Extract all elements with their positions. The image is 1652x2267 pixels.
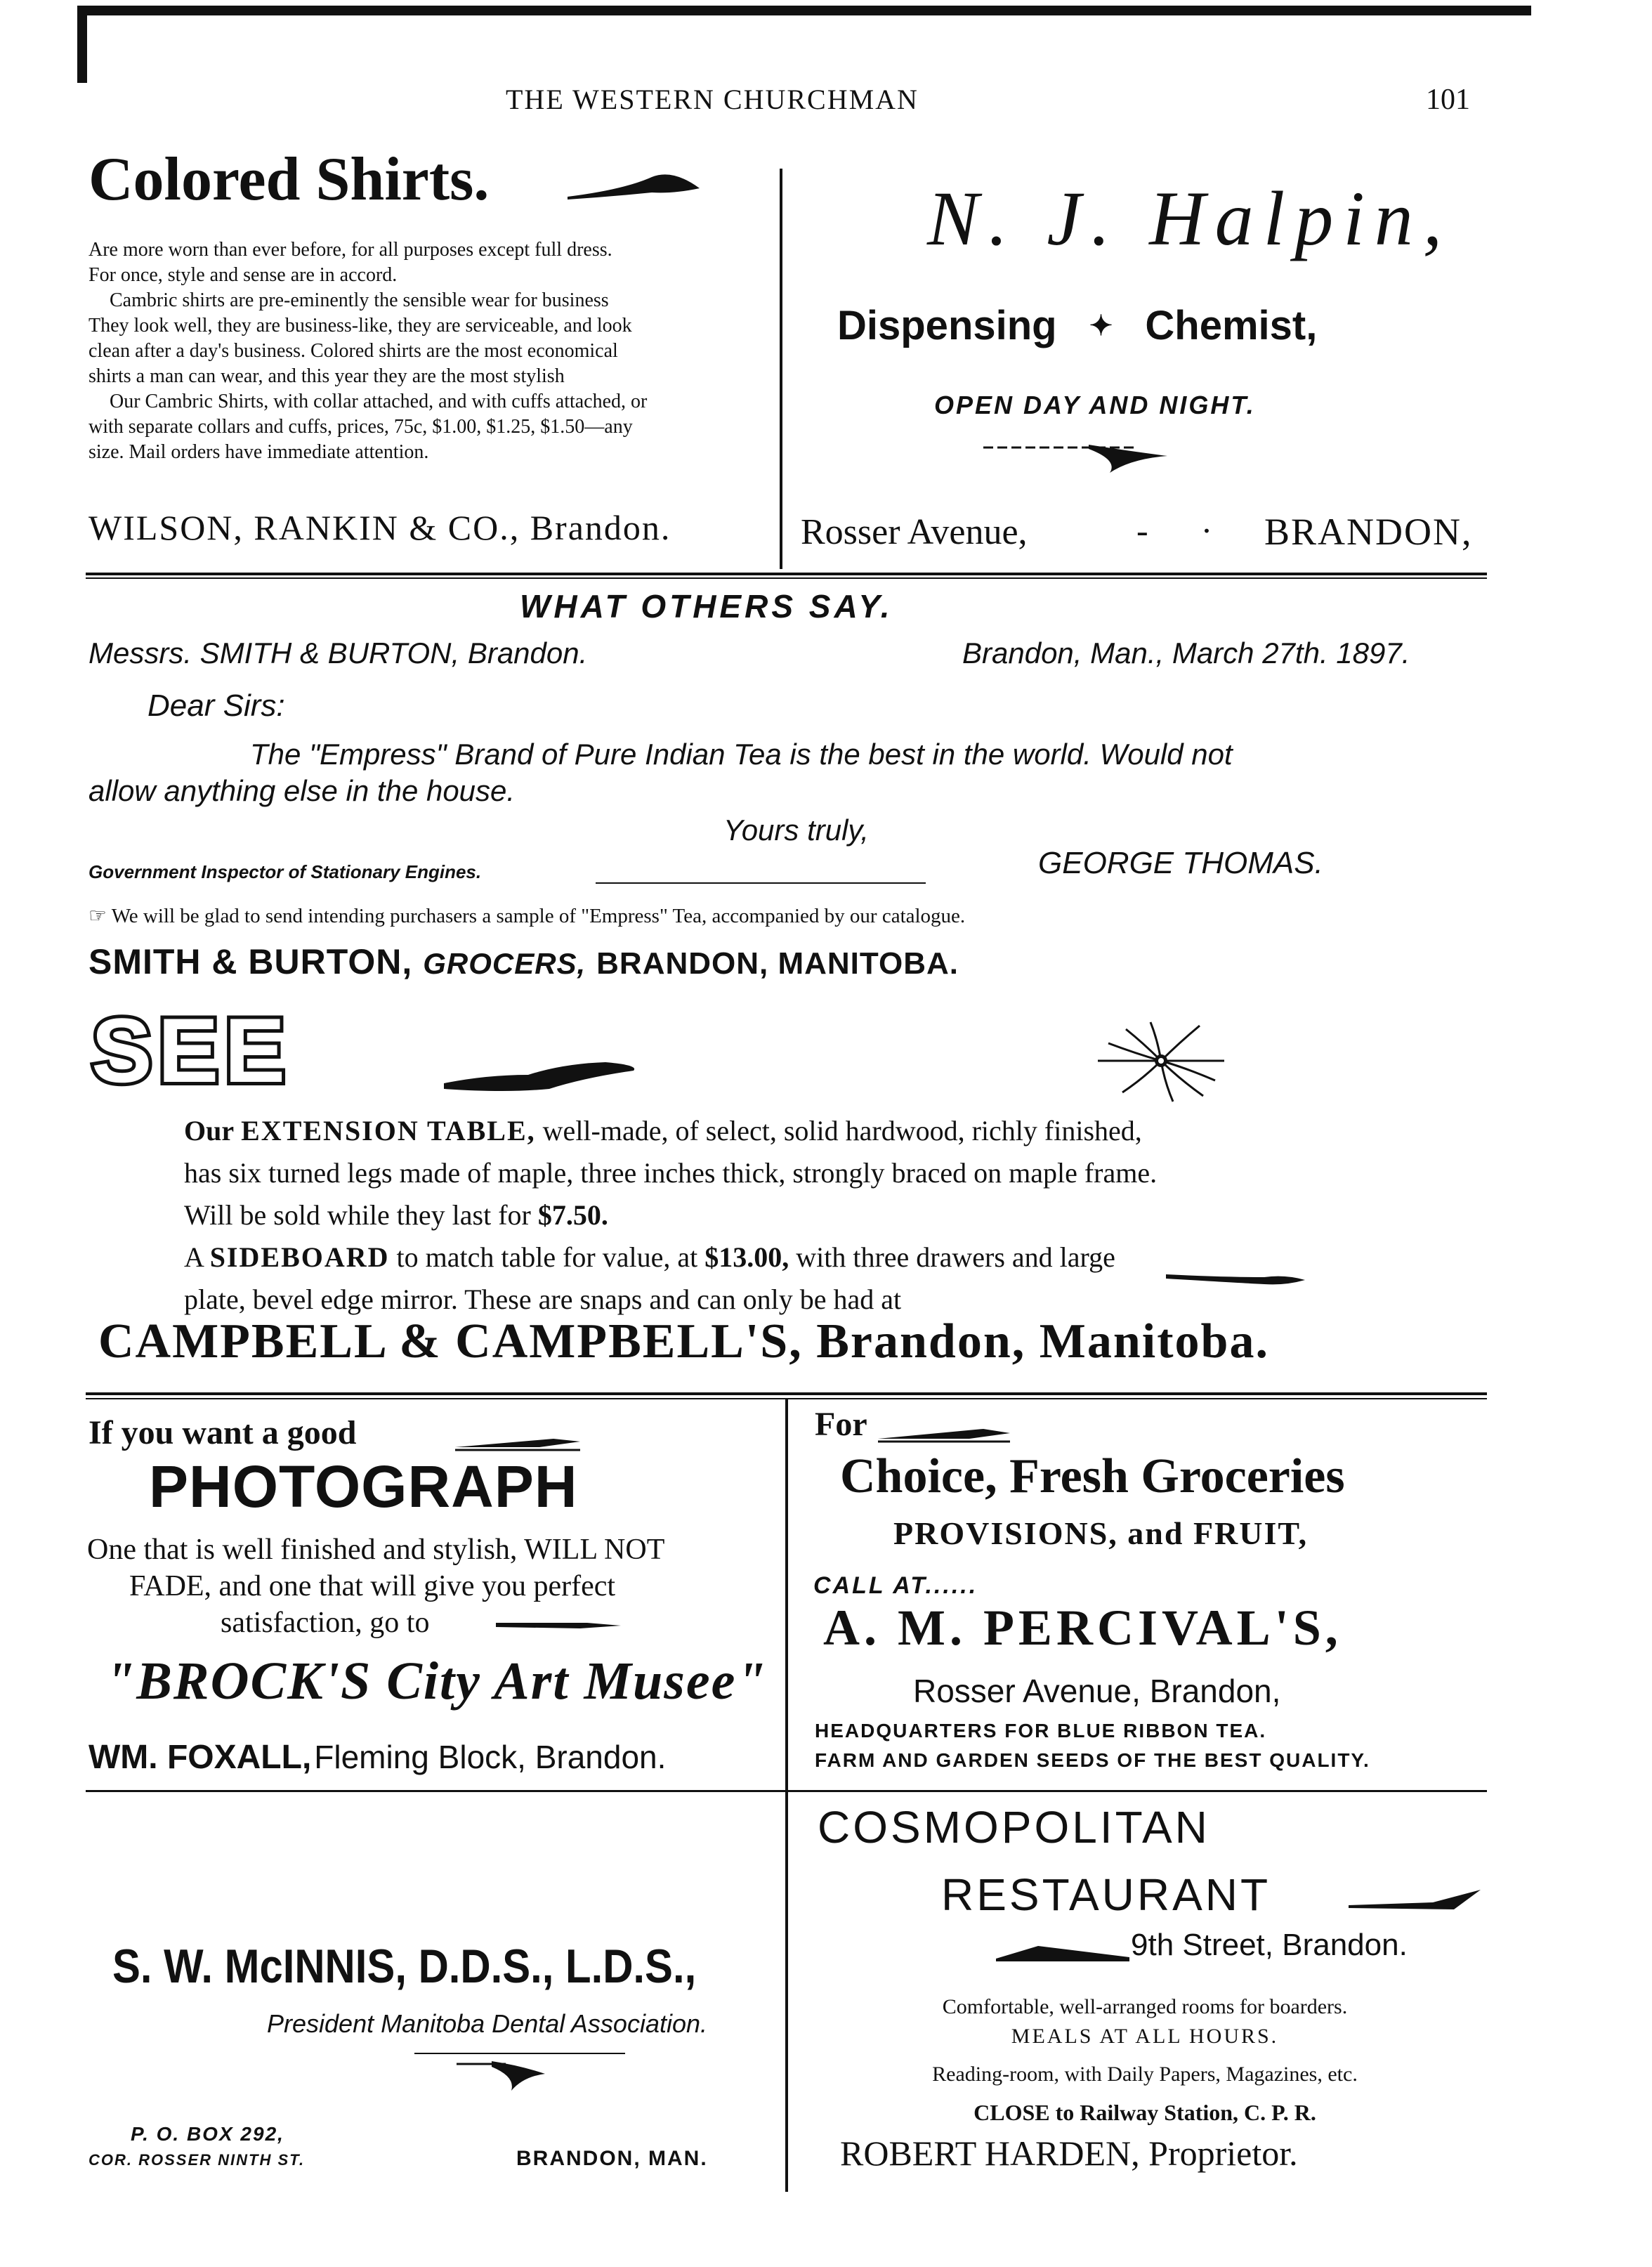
column-divider <box>780 169 782 569</box>
dentist-name: S. W. McINNIS, D.D.S., L.D.S., <box>112 1940 697 1993</box>
restaurant-details <box>794 1992 1496 2127</box>
column-divider <box>785 1398 788 2192</box>
arrow-flourish <box>457 2058 548 2093</box>
signatory-title: Government Inspector of Stationary Engines. <box>88 861 482 882</box>
store-address: Rosser Avenue, Brandon, <box>913 1673 1281 1709</box>
section-rule <box>86 573 1487 575</box>
ad-body <box>88 237 770 465</box>
address-street: Rosser Avenue, <box>801 512 1028 552</box>
body-line: Are more worn than ever before, for all purposes except full dress. <box>88 239 612 261</box>
address-city: BRANDON, <box>1264 511 1473 553</box>
ad-heading: Colored Shirts. <box>88 145 490 214</box>
city: BRANDON, MAN. <box>516 2147 708 2170</box>
street-corner: COR. ROSSER NINTH ST. <box>88 2151 306 2169</box>
ad-subheading: PROVISIONS, and FRUIT, <box>893 1515 1309 1551</box>
detail-line: MEALS AT ALL HOURS. <box>1011 2025 1279 2048</box>
detail-line: Reading-room, with Daily Papers, Magazines, etc. <box>932 2063 1358 2086</box>
salutation: Dear Sirs: <box>148 688 285 723</box>
ad-lead: If you want a good <box>88 1414 357 1451</box>
store-place: BRANDON, MANITOBA. <box>596 946 959 981</box>
signature-rule <box>596 882 926 884</box>
body-line: FADE, and one that will give you perfect <box>129 1570 616 1602</box>
title-left: Dispensing <box>837 303 1057 348</box>
top-border <box>77 6 1531 15</box>
body-line: They look well, they are business-like, they are serviceable, and look <box>88 315 632 337</box>
testimonial-heading: WHAT OTHERS SAY. <box>520 588 893 625</box>
signatory: GEORGE THOMAS. <box>1038 846 1323 880</box>
see-heading: SEE <box>91 999 291 1102</box>
restaurant-name-1: COSMOPOLITAN <box>818 1802 1210 1853</box>
call-at: CALL AT...... <box>813 1572 978 1599</box>
ad-body <box>87 1531 775 1641</box>
dash-separator: - · <box>1136 511 1213 550</box>
arrow-flourish <box>983 439 1173 474</box>
store-footer <box>88 941 959 982</box>
product-name: SIDEBOARD <box>209 1241 390 1273</box>
body-line: clean after a day's business. Colored shirts are the most economical <box>88 340 618 362</box>
sunburst-ornament-icon <box>1094 1019 1228 1103</box>
price: $7.50. <box>537 1199 608 1231</box>
ad-line: FARM AND GARDEN SEEDS OF THE BEST QUALITY. <box>815 1749 1370 1771</box>
body-line: satisfaction, go to <box>221 1607 430 1639</box>
catalogue-notice: ☞ We will be glad to send intending purchasers a sample of "Empress" Tea, accompanied by our catalogue. <box>88 905 966 927</box>
title-rule <box>414 2053 625 2054</box>
studio-name: "BROCK'S City Art Musee" <box>105 1652 768 1711</box>
owner-name: WM. FOXALL, <box>88 1739 312 1776</box>
left-border <box>77 6 87 83</box>
po-box: P. O. BOX 292, <box>131 2123 284 2145</box>
body-line: For once, style and sense are in accord. <box>88 264 398 286</box>
restaurant-street: 9th Street, Brandon. <box>1131 1928 1408 1962</box>
ad-title <box>837 302 1512 349</box>
pointing-flourish <box>878 1425 1011 1446</box>
studio-footer <box>88 1738 666 1777</box>
body-line: Our Cambric Shirts, with collar attached, and with cuffs attached, or <box>110 391 648 412</box>
pointing-flourish <box>496 1613 622 1634</box>
line-prefix: A <box>184 1241 203 1273</box>
closing: Yours truly, <box>723 814 869 847</box>
testimonial-body: allow anything else in the house. <box>88 774 516 807</box>
detail-line: CLOSE to Railway Station, C. P. R. <box>973 2100 1316 2125</box>
pointing-flourish <box>996 1943 1129 1964</box>
body-line-2: has six turned legs made of maple, three inches thick, strongly braced on maple frame. <box>184 1157 1158 1189</box>
testimonial-body: The "Empress" Brand of Pure Indian Tea is the best in the world. Would not <box>250 738 1233 771</box>
line-prefix: Our <box>184 1115 235 1146</box>
addressee: Messrs. SMITH & BURTON, Brandon. <box>88 636 588 669</box>
ad-signature: WILSON, RANKIN & CO., Brandon. <box>88 508 671 547</box>
body-line-5: plate, bevel edge mirror. These are snaps and can only be had at <box>184 1283 902 1315</box>
body-line-3 <box>184 1194 1497 1236</box>
dentist-title: President Manitoba Dental Association. <box>267 2009 708 2038</box>
section-rule <box>86 577 1487 579</box>
body-line: size. Mail orders have immediate attention. <box>88 441 429 463</box>
dateline: Brandon, Man., March 27th. 1897. <box>962 636 1410 669</box>
pointing-flourish <box>1166 1267 1306 1295</box>
body-line-1 <box>184 1110 1497 1152</box>
product-name: EXTENSION TABLE, <box>241 1115 536 1146</box>
open-hours: OPEN DAY AND NIGHT. <box>934 391 1256 419</box>
line-text: with three drawers and large <box>796 1241 1115 1273</box>
running-header <box>0 83 1652 125</box>
body-line: shirts a man can wear, and this year they are the most stylish <box>88 365 565 387</box>
publication-title: THE WESTERN CHURCHMAN <box>506 84 919 115</box>
studio-address: Fleming Block, Brandon. <box>314 1739 667 1775</box>
page-number: 101 <box>1426 84 1470 116</box>
section-rule <box>86 1392 1487 1395</box>
line-text: well-made, of select, solid hardwood, richly finished, <box>542 1115 1142 1146</box>
pointing-flourish <box>1349 1886 1482 1914</box>
price: $13.00, <box>704 1241 789 1273</box>
proprietor: ROBERT HARDEN, Proprietor. <box>840 2134 1298 2173</box>
ad-lead: For <box>815 1406 867 1443</box>
store-name: SMITH & BURTON, <box>88 942 413 981</box>
section-rule <box>86 1790 1487 1792</box>
pointing-flourish <box>455 1433 582 1454</box>
body-line: One that is well finished and stylish, WILL NOT <box>87 1534 665 1566</box>
ad-heading: PHOTOGRAPH <box>149 1453 578 1520</box>
detail-line: Comfortable, well-arranged rooms for boarders. <box>942 1995 1348 2018</box>
ornament-icon: ✦ <box>1089 311 1113 341</box>
restaurant-name-2: RESTAURANT <box>941 1869 1271 1920</box>
pointing-hand-flourish <box>568 169 701 211</box>
body-line: Cambric shirts are pre-eminently the sensible wear for business <box>110 289 609 311</box>
store-footer: CAMPBELL & CAMPBELL'S, Brandon, Manitoba. <box>98 1314 1269 1368</box>
body-line: with separate collars and cuffs, prices, 75c, $1.00, $1.25, $1.50—any <box>88 416 633 438</box>
store-trade: GROCERS, <box>423 947 586 980</box>
store-name: A. M. PERCIVAL'S, <box>823 1600 1342 1656</box>
pointing-flourish <box>444 1054 641 1096</box>
script-signature: N. J. Halpin, <box>927 176 1453 261</box>
ad-heading: Choice, Fresh Groceries <box>840 1449 1345 1503</box>
line-text: Will be sold while they last for <box>184 1199 531 1231</box>
ad-line: HEADQUARTERS FOR BLUE RIBBON TEA. <box>815 1720 1267 1742</box>
title-right: Chemist, <box>1145 303 1318 348</box>
line-text: to match table for value, at <box>396 1241 698 1273</box>
